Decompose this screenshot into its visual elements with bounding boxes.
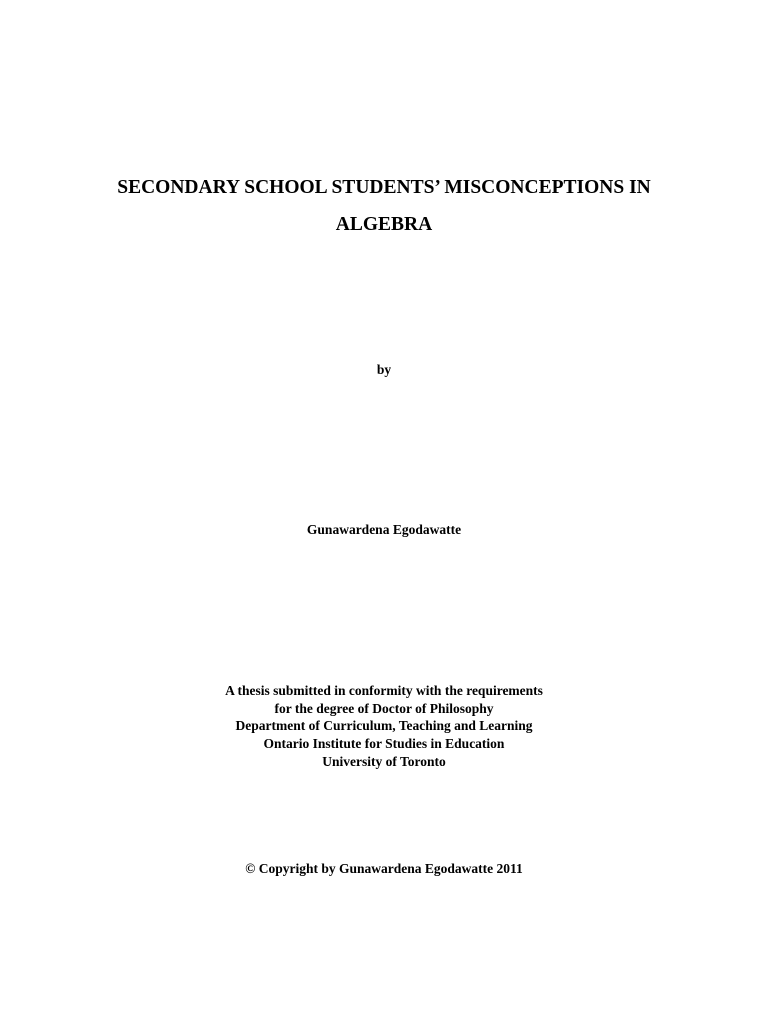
submission-line-2: for the degree of Doctor of Philosophy bbox=[274, 701, 494, 716]
title-line-1: SECONDARY SCHOOL STUDENTS’ MISCONCEPTIONS IN bbox=[117, 177, 651, 198]
submission-line-3: Department of Curriculum, Teaching and Learning bbox=[235, 718, 533, 733]
submission-line-4: Ontario Institute for Studies in Education bbox=[263, 736, 505, 751]
copyright-notice: © Copyright by Gunawardena Egodawatte 2011 bbox=[245, 861, 523, 876]
submission-line-1: A thesis submitted in conformity with the requirements bbox=[225, 683, 543, 698]
title-line-2: ALGEBRA bbox=[335, 214, 433, 235]
submission-line-5: University of Toronto bbox=[322, 754, 446, 769]
author-name: Gunawardena Egodawatte bbox=[306, 522, 462, 537]
by-label: by bbox=[376, 362, 392, 377]
